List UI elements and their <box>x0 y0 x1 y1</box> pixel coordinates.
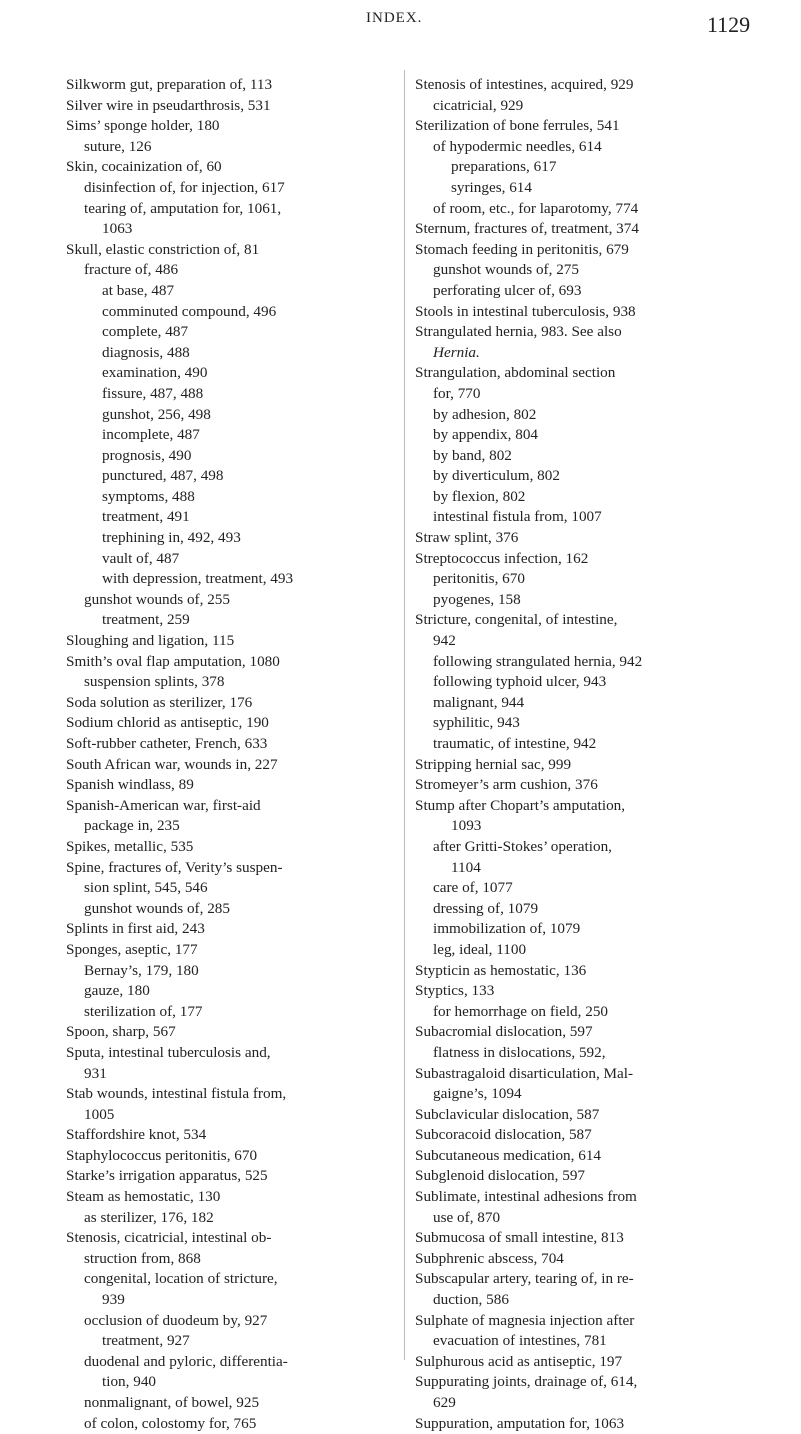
index-entry: Subacromial dislocation, 597 <box>415 1023 593 1041</box>
index-column-left <box>66 75 402 1434</box>
index-entry: duodenal and pyloric, differentia- <box>84 1352 288 1370</box>
index-entry: Subcoracoid dislocation, 587 <box>415 1126 592 1144</box>
index-entry: Spine, fractures of, Verity’s suspen- <box>66 858 283 876</box>
index-entry: for hemorrhage on field, 250 <box>433 1002 609 1020</box>
index-entry: package in, 235 <box>84 817 180 835</box>
index-entry: Stools in intestinal tuberculosis, 938 <box>415 302 636 320</box>
index-entry: preparations, 617 <box>451 158 557 176</box>
index-entry: Sterilization of bone ferrules, 541 <box>415 117 620 135</box>
index-entry: Strangulation, abdominal section <box>415 364 616 382</box>
index-entry: for, 770 <box>433 384 481 402</box>
index-entry: intestinal fistula from, 1007 <box>433 508 602 526</box>
index-entry: Sublimate, intestinal adhesions from <box>415 1188 637 1206</box>
index-entry: Starke’s irrigation apparatus, 525 <box>66 1167 268 1185</box>
index-entry: peritonitis, 670 <box>433 570 525 588</box>
index-entry: Stypticin as hemostatic, 136 <box>415 961 587 979</box>
index-entry: vault of, 487 <box>102 549 180 567</box>
index-entry: Sims’ sponge holder, 180 <box>66 117 220 135</box>
index-entry: Hernia. <box>433 343 480 361</box>
index-entry: Sloughing and ligation, 115 <box>66 632 235 650</box>
index-entry: Silkworm gut, preparation of, 113 <box>66 76 273 93</box>
running-head: INDEX. <box>366 10 423 26</box>
index-entry: diagnosis, 488 <box>102 343 190 361</box>
index-entry: leg, ideal, 1100 <box>433 940 527 958</box>
index-entry: punctured, 487, 498 <box>102 467 224 485</box>
index-entry: Subscapular artery, tearing of, in re- <box>415 1270 634 1288</box>
index-entry: Styptics, 133 <box>415 982 495 1000</box>
index-entry: Spikes, metallic, 535 <box>66 837 194 855</box>
index-entry: evacuation of intestines, 781 <box>433 1332 607 1350</box>
index-entry: fissure, 487, 488 <box>102 384 204 402</box>
index-entry: Subastragaloid disarticulation, Mal- <box>415 1064 634 1082</box>
index-entry: immobilization of, 1079 <box>433 920 581 938</box>
index-entry: comminuted compound, 496 <box>102 302 277 320</box>
index-entry: by adhesion, 802 <box>433 405 537 423</box>
index-entry: Sulphate of magnesia injection after <box>415 1311 635 1329</box>
index-entry: struction from, 868 <box>84 1249 201 1267</box>
index-entry: 1104 <box>451 858 481 876</box>
index-entry: flatness in dislocations, 592, <box>433 1043 606 1061</box>
index-entry: sterilization of, 177 <box>84 1002 203 1020</box>
index-entry: incomplete, 487 <box>102 426 200 444</box>
index-entry: gunshot, 256, 498 <box>102 405 211 423</box>
index-entry: gunshot wounds of, 285 <box>84 899 230 917</box>
index-entry: by band, 802 <box>433 446 512 464</box>
index-entry: pyogenes, 158 <box>433 590 521 608</box>
index-entry: dressing of, 1079 <box>433 899 539 917</box>
index-entry: Smith’s oval flap amputation, 1080 <box>66 652 280 670</box>
index-entry: Subcutaneous medication, 614 <box>415 1146 602 1164</box>
index-entry: Sulphurous acid as antiseptic, 197 <box>415 1352 623 1370</box>
index-entry: 942 <box>433 632 456 650</box>
index-entry: 931 <box>84 1064 107 1082</box>
index-entry: 939 <box>102 1291 125 1309</box>
index-entry: Stomach feeding in peritonitis, 679 <box>415 240 629 258</box>
column-divider <box>404 70 405 1360</box>
index-entry: by appendix, 804 <box>433 426 539 444</box>
index-entry: Steam as hemostatic, 130 <box>66 1188 221 1206</box>
index-entry: Sponges, aseptic, 177 <box>66 940 198 958</box>
index-entry: use of, 870 <box>433 1208 501 1226</box>
index-entry: of hypodermic needles, 614 <box>433 137 602 155</box>
index-entry: gunshot wounds of, 255 <box>84 590 230 608</box>
index-entry: gaigne’s, 1094 <box>433 1085 522 1103</box>
index-entry: Soft-rubber catheter, French, 633 <box>66 735 268 752</box>
index-entry: by flexion, 802 <box>433 487 526 505</box>
index-entry: Sternum, fractures of, treatment, 374 <box>415 220 639 238</box>
index-entry: following typhoid ulcer, 943 <box>433 673 607 691</box>
index-entry: tion, 940 <box>102 1373 157 1391</box>
index-entry: following strangulated hernia, 942 <box>433 652 643 670</box>
index-entry: of room, etc., for laparotomy, 774 <box>433 199 639 217</box>
index-entry: Staffordshire knot, 534 <box>66 1126 207 1144</box>
index-entry: perforating ulcer of, 693 <box>433 281 582 299</box>
index-entry: care of, 1077 <box>433 879 513 897</box>
index-entry: prognosis, 490 <box>102 446 192 464</box>
index-entry: Splints in first aid, 243 <box>66 920 205 938</box>
index-entry: traumatic, of intestine, 942 <box>433 735 597 752</box>
index-entry: suspension splints, 378 <box>84 673 225 691</box>
index-entry: malignant, 944 <box>433 693 525 711</box>
index-entry: Subglenoid dislocation, 597 <box>415 1167 586 1185</box>
index-entry: Silver wire in pseudarthrosis, 531 <box>66 96 271 114</box>
index-entry: symptoms, 488 <box>102 487 195 505</box>
index-entry: disinfection of, for injection, 617 <box>84 178 285 196</box>
index-entry: Strangulated hernia, 983. See also <box>415 323 622 341</box>
index-entry: Stump after Chopart’s amputation, <box>415 796 626 814</box>
index-entry: Subphrenic abscess, 704 <box>415 1249 564 1267</box>
index-entry: complete, 487 <box>102 323 189 341</box>
index-entry: Stripping hernial sac, 999 <box>415 755 572 773</box>
index-entry: treatment, 927 <box>102 1332 190 1350</box>
index-entry: cicatricial, 929 <box>433 96 524 114</box>
index-entry: trephining in, 492, 493 <box>102 529 241 547</box>
index-entry: Suppuration, amputation for, 1063 <box>415 1414 625 1432</box>
index-entry: occlusion of duodeum by, 927 <box>84 1311 268 1329</box>
index-entry: as sterilizer, 176, 182 <box>84 1208 214 1226</box>
index-entry: at base, 487 <box>102 281 175 299</box>
index-entry: congenital, location of stricture, <box>84 1270 278 1288</box>
index-entry: Bernay’s, 179, 180 <box>84 961 199 979</box>
index-entry: Suppurating joints, drainage of, 614, <box>415 1373 638 1391</box>
index-entry: Stab wounds, intestinal fistula from, <box>66 1085 287 1103</box>
index-entry: South African war, wounds in, 227 <box>66 755 278 773</box>
index-entry: Straw splint, 376 <box>415 529 519 547</box>
index-entry: Skull, elastic constriction of, 81 <box>66 240 260 258</box>
index-entry: syringes, 614 <box>451 178 532 196</box>
index-entry: sion splint, 545, 546 <box>84 879 208 897</box>
index-entry: of colon, colostomy for, 765 <box>84 1414 257 1432</box>
index-entry: Streptococcus infection, 162 <box>415 549 589 567</box>
index-entry: Sodium chlorid as antiseptic, 190 <box>66 714 269 732</box>
index-entry: Spoon, sharp, 567 <box>66 1023 176 1041</box>
index-entry: treatment, 491 <box>102 508 190 526</box>
index-entry: suture, 126 <box>84 137 152 155</box>
index-entry: gauze, 180 <box>84 982 150 1000</box>
index-entry: Stenosis of intestines, acquired, 929 <box>415 76 634 93</box>
index-entry: Submucosa of small intestine, 813 <box>415 1229 624 1247</box>
index-entry: 629 <box>433 1394 456 1411</box>
index-entry: duction, 586 <box>433 1291 509 1309</box>
index-entry: Spanish-American war, first-aid <box>66 796 261 814</box>
index-entry: 1093 <box>451 817 482 835</box>
index-entry: gunshot wounds of, 275 <box>433 261 579 279</box>
index-entry: Stromeyer’s arm cushion, 376 <box>415 776 598 794</box>
index-entry: syphilitic, 943 <box>433 714 520 732</box>
index-column-right <box>415 75 765 1434</box>
index-entry: Staphylococcus peritonitis, 670 <box>66 1146 258 1164</box>
index-entry: after Gritti-Stokes’ operation, <box>433 837 612 855</box>
index-entry: 1063 <box>102 220 133 238</box>
page-header <box>0 8 801 38</box>
index-entry: examination, 490 <box>102 364 208 382</box>
index-entry: Stenosis, cicatricial, intestinal ob- <box>66 1229 272 1247</box>
index-entry: with depression, treatment, 493 <box>102 570 294 588</box>
index-entry: 1005 <box>84 1105 115 1123</box>
index-entry: Skin, cocainization of, 60 <box>66 158 222 176</box>
page-number: 1129 <box>707 12 751 37</box>
index-entry: Soda solution as sterilizer, 176 <box>66 693 253 711</box>
index-entry: Spanish windlass, 89 <box>66 776 194 794</box>
index-entry: nonmalignant, of bowel, 925 <box>84 1394 260 1411</box>
index-entry: Stricture, congenital, of intestine, <box>415 611 618 629</box>
index-entry: tearing of, amputation for, 1061, <box>84 199 282 217</box>
index-entry: Subclavicular dislocation, 587 <box>415 1105 600 1123</box>
index-entry: treatment, 259 <box>102 611 190 629</box>
index-entry: Sputa, intestinal tuberculosis and, <box>66 1043 271 1061</box>
index-entry: fracture of, 486 <box>84 261 179 279</box>
index-entry: by diverticulum, 802 <box>433 467 560 485</box>
